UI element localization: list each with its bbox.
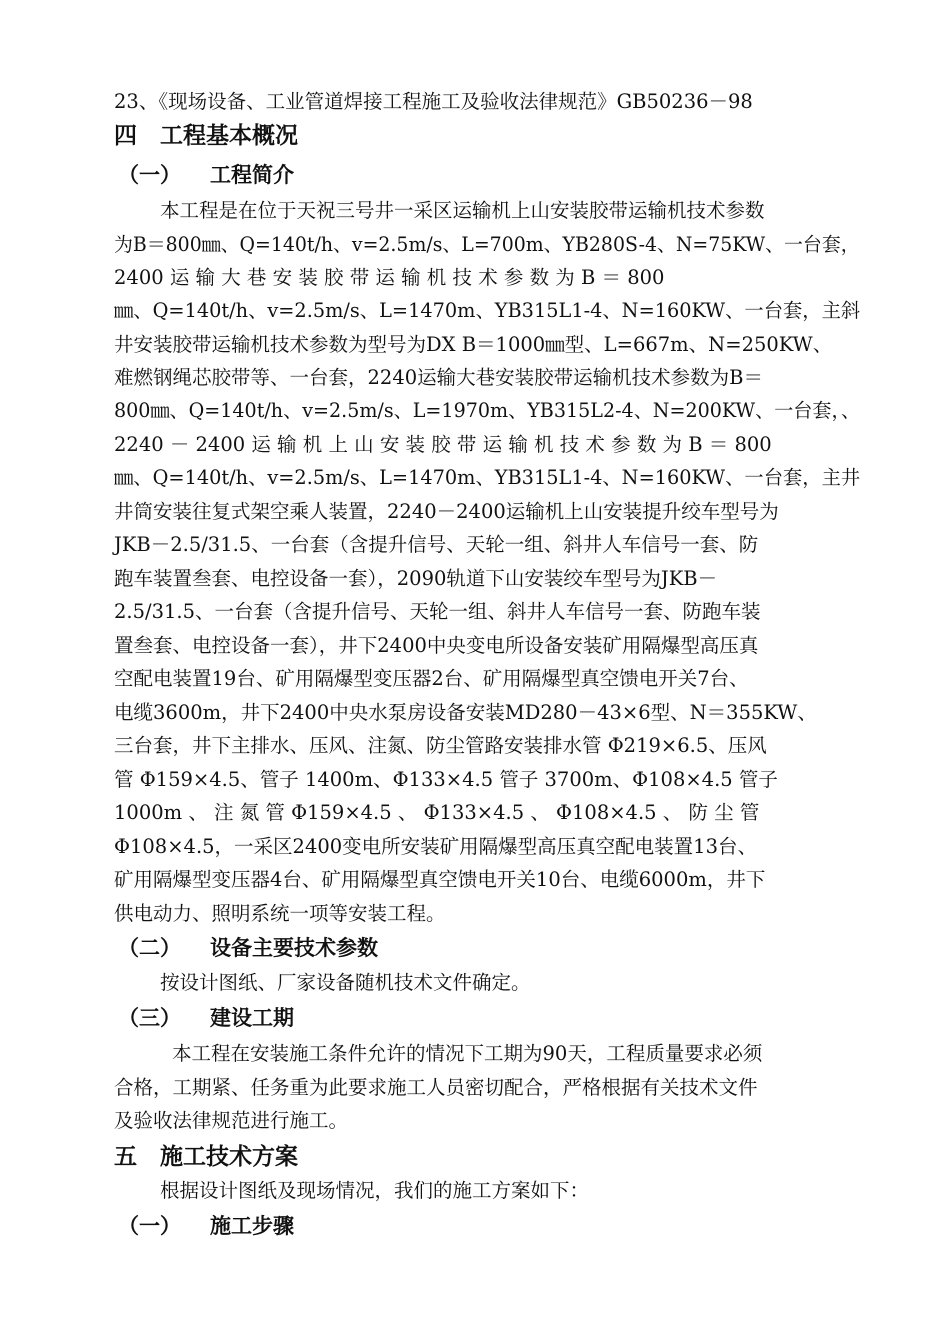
subsection-5-1-heading — [118, 1212, 294, 1240]
subsection-4-3-title: 建设工期 — [210, 1006, 294, 1030]
paragraph-line: 2240 － 2400 运 输 机 上 山 安 装 胶 带 运 输 机 技 术 参 数 为 B ＝ 800 — [114, 433, 772, 456]
section-5-heading — [114, 1142, 298, 1172]
paragraph-line: 1000m 、 注 氮 管 Φ159×4.5 、 Φ133×4.5 、 Φ108×4.5 、 防 尘 管 — [114, 801, 760, 824]
paragraph-line: 合格，工期紧、任务重为此要求施工人员密切配合，严格根据有关技术文件 — [114, 1076, 758, 1099]
subsection-4-1-title: 工程简介 — [210, 163, 294, 187]
paragraph-line: Φ108×4.5，一采区2400变电所安装矿用隔爆型高压真空配电装置13台、 — [114, 835, 757, 858]
paragraph-line: ㎜、Q=140t/h、v=2.5m/s、L=1470m、YB315L1-4、N=160KW、一台套，主斜 — [114, 299, 861, 322]
paragraph-line: 按设计图纸、厂家设备随机技术文件确定。 — [160, 971, 531, 994]
subsection-4-1-heading — [118, 161, 294, 189]
subsection-4-1-number: （一） — [118, 163, 181, 187]
paragraph-line: 置叁套、电控设备一套），井下2400中央变电所设备安装矿用隔爆型高压真 — [114, 634, 759, 657]
paragraph-line: JKB－2.5/31.5、一台套（含提升信号、天轮一组、斜井人车信号一套、防 — [114, 533, 759, 556]
subsection-4-2-number: （二） — [118, 936, 181, 960]
paragraph-line: 为B＝800㎜、Q=140t/h、v=2.5m/s、L=700m、YB280S-4、N=75KW、一台套， — [114, 233, 860, 256]
subsection-4-3-number: （三） — [118, 1006, 181, 1030]
paragraph-line: 2.5/31.5、一台套（含提升信号、天轮一组、斜井人车信号一套、防跑车装 — [114, 600, 761, 623]
section-4-number: 四 — [114, 123, 137, 149]
paragraph-line: ㎜、Q=140t/h、v=2.5m/s、L=1470m、YB315L1-4、N=160KW、一台套，主井 — [114, 466, 861, 489]
section-4-title: 工程基本概况 — [160, 123, 298, 149]
subsection-5-1-number: （一） — [118, 1214, 181, 1238]
subsection-4-2-heading — [118, 934, 378, 962]
paragraph-line: 三台套，井下主排水、压风、注氮、防尘管路安装排水管 Φ219×6.5、压风 — [114, 734, 767, 757]
subsection-4-3-heading — [118, 1004, 294, 1032]
paragraph-line: 及验收法律规范进行施工。 — [114, 1109, 349, 1132]
section-5-number: 五 — [114, 1144, 137, 1170]
paragraph-line: 本工程是在位于天祝三号井一采区运输机上山安装胶带运输机技术参数 — [160, 199, 765, 222]
paragraph-line: 2400 运 输 大 巷 安 装 胶 带 运 输 机 技 术 参 数 为 B ＝ 800 — [114, 266, 665, 289]
section-4-heading — [114, 121, 298, 151]
paragraph-line: 800㎜、Q=140t/h、v=2.5m/s、L=1970m、YB315L2-4、N=200KW、一台套，、 — [114, 399, 861, 422]
paragraph-line: 矿用隔爆型变压器4台、矿用隔爆型真空馈电开关10台、电缆6000m，井下 — [114, 868, 766, 891]
subsection-4-2-title: 设备主要技术参数 — [210, 936, 378, 960]
section-5-title: 施工技术方案 — [160, 1144, 298, 1170]
subsection-5-1-title: 施工步骤 — [210, 1214, 294, 1238]
reference-item-23: 23、《现场设备、工业管道焊接工程施工及验收法律规范》GB50236－98 — [114, 90, 753, 113]
paragraph-line: 空配电装置19台、矿用隔爆型变压器2台、矿用隔爆型真空馈电开关7台、 — [114, 667, 749, 690]
paragraph-line: 井安装胶带运输机技术参数为型号为DX B＝1000㎜型、L=667m、N=250KW、 — [114, 333, 833, 356]
paragraph-line: 井筒安装往复式架空乘人装置，2240－2400运输机上山安装提升绞车型号为 — [114, 500, 779, 523]
paragraph-line: 供电动力、照明系统一项等安装工程。 — [114, 902, 446, 925]
paragraph-line: 本工程在安装施工条件允许的情况下工期为90天，工程质量要求必须 — [172, 1042, 763, 1065]
paragraph-line: 难燃钢绳芯胶带等、一台套，2240运输大巷安装胶带运输机技术参数为B＝ — [114, 366, 763, 389]
paragraph-line: 管 Φ159×4.5、管子 1400m、Φ133×4.5 管子 3700m、Φ108×4.5 管子 — [114, 768, 778, 791]
paragraph-line: 跑车装置叁套、电控设备一套），2090轨道下山安装绞车型号为JKB－ — [114, 567, 718, 590]
paragraph-line: 根据设计图纸及现场情况，我们的施工方案如下： — [160, 1179, 590, 1202]
paragraph-line: 电缆3600m，井下2400中央水泵房设备安装MD280－43×6型、N＝355KW、 — [114, 701, 817, 724]
